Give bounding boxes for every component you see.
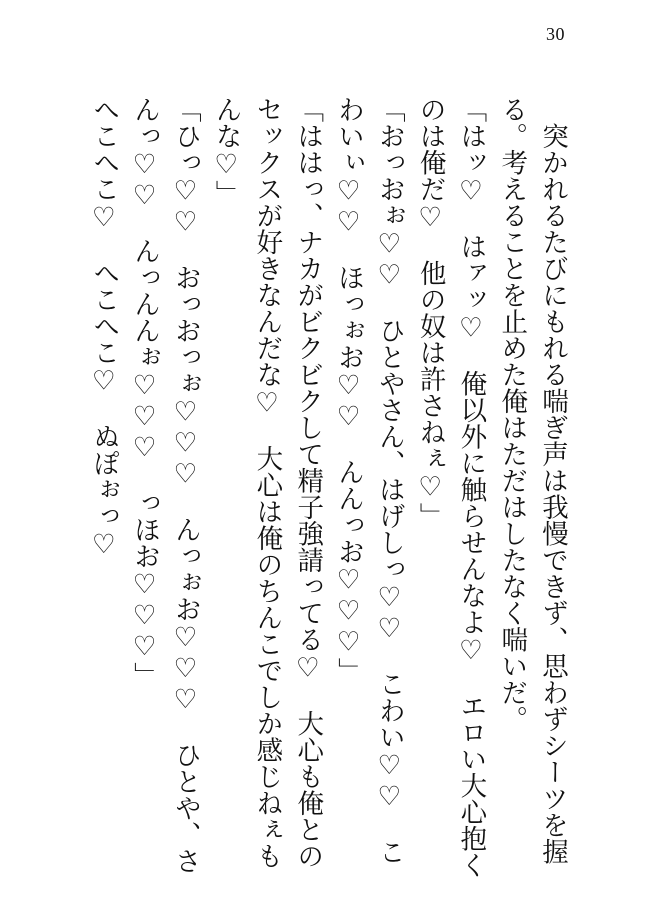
text-line: セックスが好きなんだな♡ 大心は俺のちんこでしか感じねぇも bbox=[251, 96, 283, 869]
vertical-text-body bbox=[82, 96, 572, 886]
page-number: 30 bbox=[546, 24, 565, 44]
text-line: のは俺だ♡ 他の奴は許さねぇ♡」 bbox=[414, 96, 446, 529]
text-line: へこへこ♡ へこへこ♡ ぬぽぉっ♡ bbox=[88, 96, 120, 560]
text-line: わいぃ♡♡ ほっぉお♡♡ んんっお♡♡♡」 bbox=[333, 96, 365, 684]
text-line: 「ははっ、ナカがビクビクして精子強請ってる♡ 大心も俺との bbox=[292, 96, 324, 869]
text-line: 突かれるたびにもれる喘ぎ声は我慢できず、思わずシーツを握 bbox=[537, 96, 568, 865]
text-line: る。考えることを止めた俺はただはしたなく喘いだ。 bbox=[496, 96, 528, 732]
text-line: 「おっおぉ♡♡ ひとやさん、はげしっ♡♡ こわい♡♡ こ bbox=[373, 96, 405, 865]
text-line: んっ♡♡ んっんんぉ♡♡♡ っほお♡♡♡」 bbox=[129, 96, 161, 689]
text-line: んな♡」 bbox=[210, 96, 242, 207]
text-line: 「ひっ♡♡ おっおっぉ♡♡♡ んっぉお♡♡♡ ひとや、さ bbox=[169, 96, 201, 874]
text-line: 「はッ♡ はァッ♡ 俺以外に触らせんなよ♡ エロい大心抱く bbox=[455, 96, 487, 878]
